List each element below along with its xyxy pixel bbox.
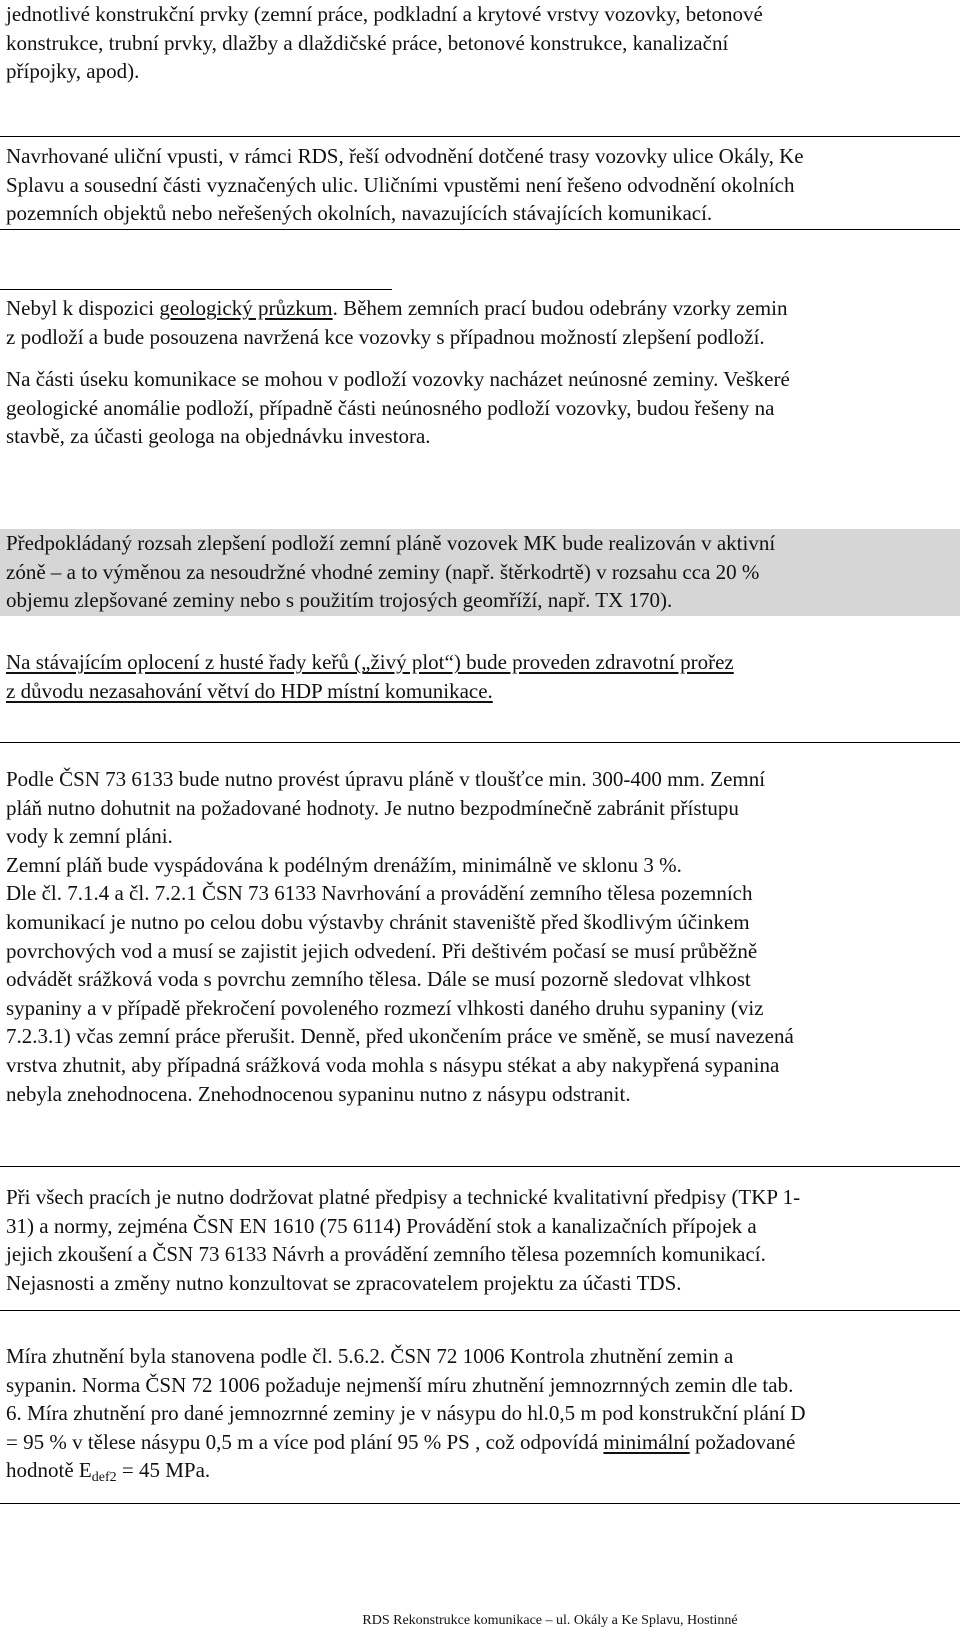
- text-line: 7.2.3.1) včas zemní práce přerušit. Denně, před ukončením práce ve směně, se musí navezená: [6, 1024, 794, 1049]
- text-fragment: = 95 % v tělese násypu 0,5 m a více pod plání 95 % PS , což odpovídá: [6, 1429, 604, 1454]
- text-line: Dle čl. 7.1.4 a čl. 7.2.1 ČSN 73 6133 Navrhování a provádění zemního tělesa pozemních: [6, 881, 753, 906]
- text-line: geologické anomálie podloží, případně části neúnosného podloží vozovky, budou řešeny na: [6, 395, 775, 420]
- divider-line: [0, 742, 960, 743]
- text-line: odvádět srážková voda s povrchu zemního tělesa. Dále se musí pozorně sledovat vlhkost: [6, 967, 751, 992]
- text-line: 6. Míra zhutnění pro dané jemnozrnné zeminy je v násypu do hl.0,5 m pod konstrukční plání D: [6, 1401, 806, 1426]
- text-line: Podle ČSN 73 6133 bude nutno provést úpravu pláně v tloušťce min. 300-400 mm. Zemní: [6, 767, 766, 791]
- divider-line: [0, 1166, 960, 1167]
- divider-line: [0, 1503, 960, 1504]
- paragraph-oploceni: [0, 648, 960, 705]
- text-line: Předpokládaný rozsah zlepšení podloží zemní pláně vozovek MK bude realizován v aktivní: [6, 531, 776, 555]
- text-fragment: Nebyl k dispozici: [6, 296, 160, 320]
- text-fragment: = 45 MPa.: [116, 1458, 211, 1483]
- text-line: Na části úseku komunikace se mohou v podloží vozovky nacházet neúnosné zeminy. Veškeré: [6, 367, 790, 391]
- text-line: jejich zkoušení a ČSN 73 6133 Návrh a provádění zemního tělesa pozemních komunikací.: [6, 1242, 766, 1267]
- text-fragment: . Během zemních prací budou odebrány vzorky zemin: [332, 296, 788, 320]
- paragraph-zhutneni: [0, 1342, 960, 1493]
- underlined-text: minimální: [603, 1429, 690, 1454]
- underlined-text: z důvodu nezasahování větví do HDP místní komunikace.: [6, 678, 493, 703]
- text-line: objemu zlepšované zeminy nebo s použitím trojosých geomříží, např. TX 170).: [6, 588, 673, 613]
- text-line: komunikací je nutno po celou dobu výstavby chránit staveniště před škodlivým účinkem: [6, 909, 750, 934]
- underlined-text: Na stávajícím oplocení z husté řady keřů („živý plot“) bude proveden zdravotní prořez: [6, 650, 734, 674]
- text-fragment: hodnotě E: [6, 1458, 92, 1483]
- text-line: zóně – a to výměnou za nesoudržné vhodné zeminy (např. štěrkodrtě) v rozsahu cca 20 %: [6, 559, 760, 584]
- text-line: nebyla znehodnocena. Znehodnocenou sypaninu nutno z násypu odstranit.: [6, 1081, 631, 1106]
- divider-line: [0, 229, 960, 230]
- paragraph-geologie: [0, 294, 960, 351]
- text-line: přípojky, apod).: [6, 59, 140, 84]
- subscript-text: def2: [91, 1470, 117, 1486]
- text-line: Zemní pláň bude vyspádována k podélným drenážím, minimálně ve sklonu 3 %.: [6, 852, 682, 877]
- text-line: Splavu a sousední části vyznačených ulic. Uličními vpustěmi není řešeno odvodnění okolních: [6, 172, 795, 197]
- text-line: stavbě, za účasti geologa na objednávku investora.: [6, 424, 431, 449]
- divider-line: [0, 1310, 960, 1311]
- page-footer: RDS Rekonstrukce komunikace – ul. Okály a Ke Splavu, Hostinné: [362, 1613, 738, 1628]
- text-line: [0, 677, 960, 706]
- text-line: konstrukce, trubní prvky, dlažby a dlaždičské práce, betonové konstrukce, kanalizační: [6, 30, 729, 55]
- text-line: Navrhované uliční vpusti, v rámci RDS, řeší odvodnění dotčené trasy vozovky ulice Okály, Ke: [6, 144, 804, 168]
- text-line: [0, 294, 960, 323]
- text-line: pláň nutno dohutnit na požadované hodnoty. Je nutno bezpodmínečně zabránit přístupu: [6, 795, 739, 820]
- paragraph-vpusti: [0, 142, 960, 228]
- text-line: povrchových vod a musí se zajistit jejich odvedení. Při deštivém počasí se musí průběžně: [6, 938, 758, 963]
- text-line: sypanin. Norma ČSN 72 1006 požaduje nejmenší míru zhutnění jemnozrnných zemin dle tab.: [6, 1372, 794, 1397]
- paragraph-zlepseni-highlighted: [0, 529, 960, 616]
- text-line: vody k zemní pláni.: [6, 824, 173, 849]
- paragraph-intro: [0, 0, 960, 86]
- underlined-text: geologický průzkum: [159, 296, 333, 320]
- paragraph-zeminy: [0, 365, 960, 451]
- text-line: Míra zhutnění byla stanovena podle čl. 5.6.2. ČSN 72 1006 Kontrola zhutnění zemin a: [6, 1344, 734, 1368]
- text-line: z podloží a bude posouzena navržená kce vozovky s případnou možností zlepšení podloží.: [6, 324, 765, 349]
- text-line: [0, 1456, 960, 1493]
- text-line: vrstva zhutnit, aby případná srážková voda mohla s násypu stékat a aby nakypřená sypanina: [6, 1052, 780, 1077]
- text-line: [0, 648, 960, 677]
- text-line: [0, 1428, 960, 1457]
- divider-line: [0, 289, 392, 290]
- paragraph-predpisy: [0, 1183, 960, 1297]
- text-line: Nejasnosti a změny nutno konzultovat se zpracovatelem projektu za účasti TDS.: [6, 1270, 682, 1295]
- text-line: sypaniny a v případě překročení povoleného rozmezí vlhkosti daného druhu sypaniny (viz: [6, 995, 764, 1020]
- paragraph-plan: [0, 765, 960, 1108]
- text-line: pozemních objektů nebo neřešených okolních, navazujících stávajících komunikací.: [6, 201, 713, 226]
- divider-line: [0, 136, 960, 137]
- text-fragment: požadované: [689, 1429, 796, 1454]
- text-line: 31) a normy, zejména ČSN EN 1610 (75 6114) Provádění stok a kanalizačních přípojek a: [6, 1213, 757, 1238]
- text-line: jednotlivé konstrukční prvky (zemní práce, podkladní a krytové vrstvy vozovky, betonové: [6, 2, 763, 26]
- text-line: Při všech pracích je nutno dodržovat platné předpisy a technické kvalitativní předpisy (TKP 1-: [6, 1185, 801, 1209]
